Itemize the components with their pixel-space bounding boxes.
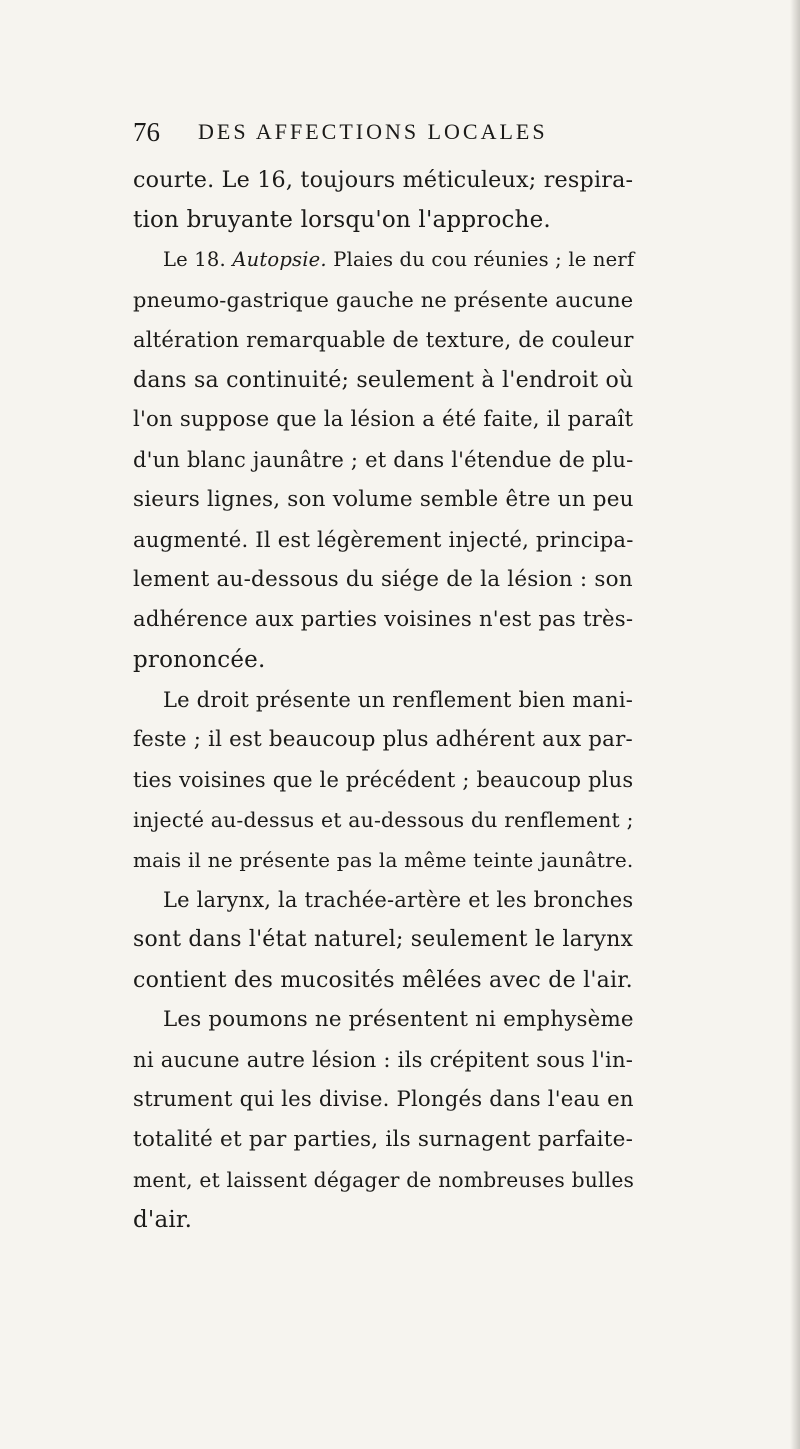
- page-edge-shadow: [790, 0, 800, 1449]
- text-line: altération remarquable de texture, de couleur: [133, 327, 634, 352]
- text-line: d'un blanc jaunâtre ; et dans l'étendue de plu-: [133, 447, 634, 472]
- text-line: contient des mucosités mêlées avec de l'air.: [133, 967, 633, 993]
- text-line: ni aucune autre lésion : ils crépitent sous l'in-: [133, 1047, 634, 1072]
- text-line: prononcée.: [133, 647, 266, 673]
- text-line: augmenté. Il est légèrement injecté, principa-: [133, 527, 634, 552]
- text-line: [133, 240, 633, 280]
- text-line: totalité et par parties, ils surnagent parfaite-: [133, 1127, 634, 1152]
- text-line: d'air.: [133, 1207, 193, 1233]
- text-line: adhérence aux parties voisines n'est pas très-: [133, 607, 634, 632]
- text-line: courte. Le 16, toujours méticuleux; respira-: [133, 167, 634, 193]
- text-line: sont dans l'état naturel; seulement le larynx: [133, 927, 634, 952]
- autopsie-heading: Autopsie.: [232, 248, 327, 271]
- body-text: [133, 160, 633, 1240]
- text-line: strument qui les divise. Plongés dans l'eau en: [133, 1087, 634, 1112]
- running-head: DES AFFECTIONS LOCALES: [198, 119, 548, 144]
- text-line: ties voisines que le précédent ; beaucoup plus: [133, 768, 634, 792]
- text-line: lement au-dessous du siége de la lésion : son: [133, 567, 633, 592]
- text-line: pneumo-gastrique gauche ne présente aucune: [133, 288, 634, 312]
- text-line: Le larynx, la trachée-artère et les bronches: [163, 888, 634, 912]
- text-segment: Plaies du cou réunies ; le nerf: [326, 248, 635, 271]
- text-line: Les poumons ne présentent ni emphysème: [163, 1007, 634, 1032]
- text-line: dans sa continuité; seulement à l'endroit où: [133, 367, 634, 393]
- text-line: Le droit présente un renflement bien mani-: [163, 687, 634, 712]
- text-line: ment, et laissent dégager de nombreuses bulles: [133, 1168, 635, 1192]
- text-segment: Le 18.: [163, 248, 233, 271]
- text-line: sieurs lignes, son volume semble être un peu: [133, 487, 634, 512]
- page-header: [133, 112, 653, 152]
- text-line: injecté au-dessus et au-dessous du renflement ;: [133, 808, 634, 832]
- page-number: 76: [133, 117, 160, 147]
- text-line: tion bruyante lorsqu'on l'approche.: [133, 207, 551, 233]
- text-line: feste ; il est beaucoup plus adhérent aux par-: [133, 727, 633, 752]
- text-line: l'on suppose que la lésion a été faite, il paraît: [133, 407, 634, 432]
- text-line: mais il ne présente pas la même teinte jaunâtre.: [133, 848, 634, 872]
